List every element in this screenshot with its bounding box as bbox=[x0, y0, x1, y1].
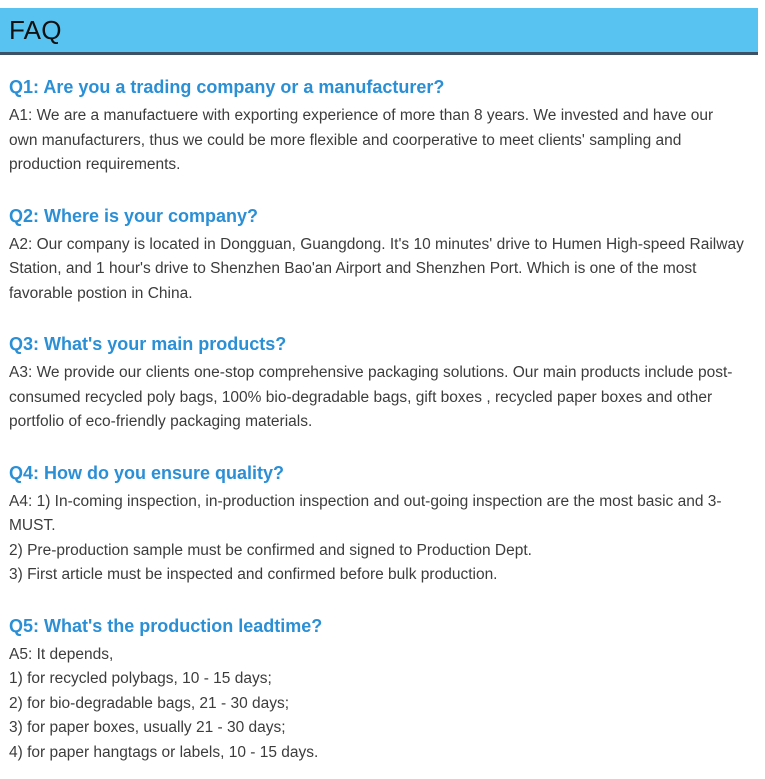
faq-content bbox=[0, 75, 765, 779]
faq-answer-line: 3) First article must be inspected and confirmed before bulk production. bbox=[9, 566, 498, 583]
faq-item bbox=[9, 204, 745, 307]
faq-answer bbox=[9, 643, 745, 766]
faq-answer bbox=[9, 490, 745, 588]
faq-answer-line: A4: 1) In-coming inspection, in-production inspection and out-going inspection are the most basic and 3-MUST. bbox=[9, 492, 722, 534]
faq-section-header bbox=[0, 8, 758, 55]
faq-answer-line: A3: We provide our clients one-stop comprehensive packaging solutions. Our main products include post-consumed recycled poly bags, 100% bio-degradable bags, gift boxes , recycled paper boxes and other portfolio of eco-friendly packaging materials. bbox=[9, 364, 733, 430]
faq-answer-line: 3) for paper boxes, usually 21 - 30 days; bbox=[9, 719, 286, 736]
faq-question: Q1: Are you a trading company or a manufacturer? bbox=[9, 77, 445, 97]
faq-item bbox=[9, 332, 745, 435]
faq-question: Q2: Where is your company? bbox=[9, 205, 259, 226]
faq-answer-line: 2) Pre-production sample must be confirmed and signed to Production Dept. bbox=[9, 541, 532, 559]
faq-answer-line: 2) for bio-degradable bags, 21 - 30 days; bbox=[9, 694, 290, 712]
faq-section-title: FAQ bbox=[9, 14, 62, 45]
faq-answer-line: 4) for paper hangtags or labels, 10 - 15 days. bbox=[9, 743, 319, 761]
faq-answer-line: A2: Our company is located in Dongguan, Guangdong. It's 10 minutes' drive to Humen High-speed Railway Station, and 1 hour's drive to Shenzhen Bao'an Airport and Shenzhen Port. Which is one of the most favorable postion in China. bbox=[9, 235, 744, 302]
faq-answer-line: 1) for recycled polybags, 10 - 15 days; bbox=[9, 670, 272, 687]
faq-item bbox=[9, 614, 745, 766]
faq-question: Q4: How do you ensure quality? bbox=[9, 462, 285, 483]
faq-answer bbox=[9, 104, 745, 178]
faq-list bbox=[9, 75, 745, 765]
faq-question: Q5: What's the production leadtime? bbox=[9, 615, 323, 636]
faq-item bbox=[9, 75, 745, 178]
faq-answer bbox=[9, 361, 745, 435]
faq-question: Q3: What's your main products? bbox=[9, 334, 287, 354]
faq-answer-line: A1: We are a manufactuere with exporting experience of more than 8 years. We invested and have our own manufacturers, thus we could be more flexible and coorperative to meet clients' sampling and production requirements. bbox=[9, 107, 714, 173]
faq-item bbox=[9, 461, 745, 588]
faq-answer bbox=[9, 233, 745, 307]
faq-answer-line: A5: It depends, bbox=[9, 645, 114, 663]
